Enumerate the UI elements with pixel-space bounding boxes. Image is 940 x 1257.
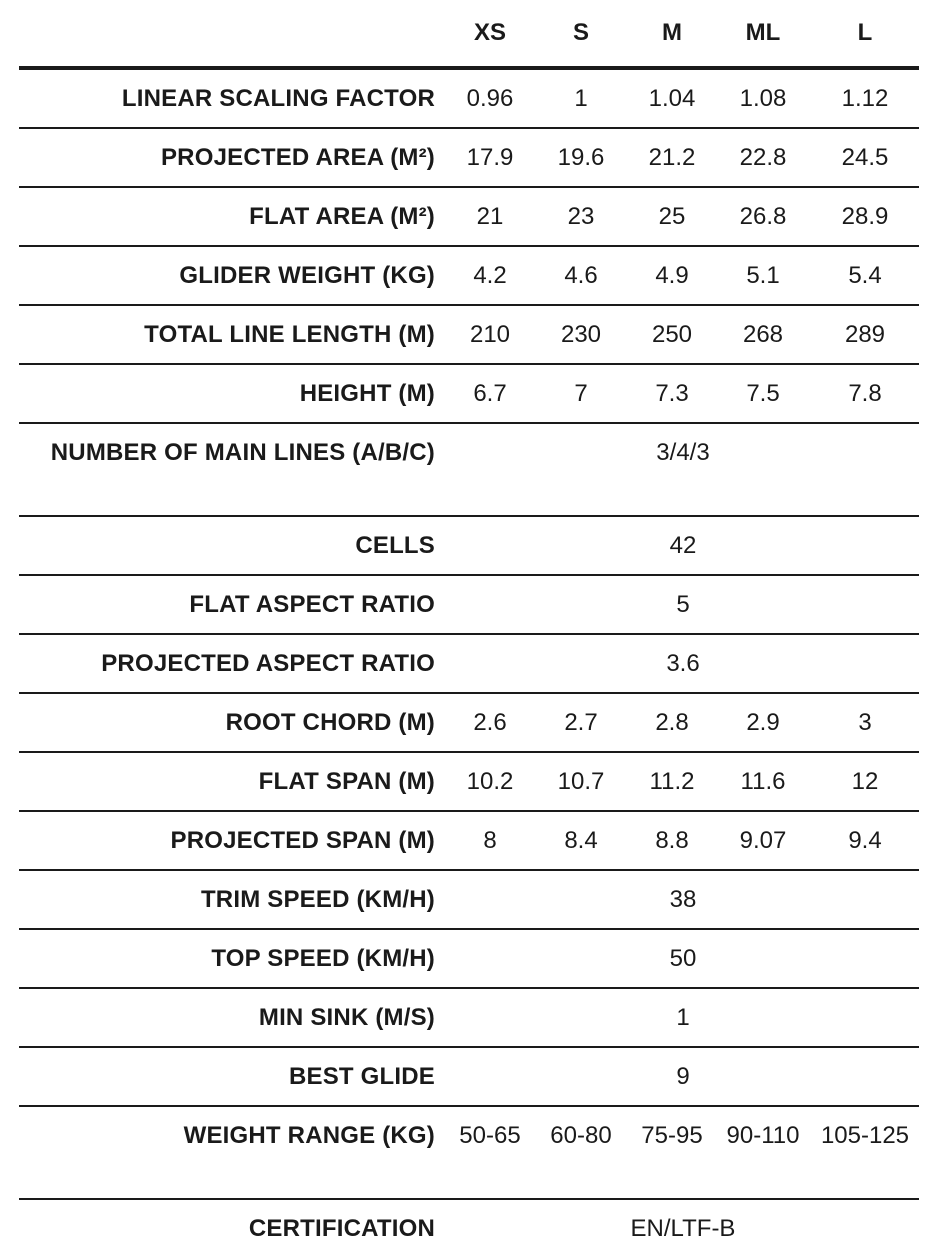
table-cell: 9.4: [811, 811, 919, 870]
table-cell: 11.6: [715, 752, 811, 811]
row-label: TRIM SPEED (KM/H): [19, 870, 447, 929]
table-cell: 4.2: [447, 246, 533, 305]
table-cell: 23: [533, 187, 629, 246]
table-row: [19, 1106, 919, 1199]
table-cell: 1: [533, 68, 629, 128]
table-row: [19, 1047, 919, 1106]
merged-cell: 50: [447, 929, 919, 988]
table-row: [19, 811, 919, 870]
header-corner: [19, 0, 447, 68]
row-label: FLAT ASPECT RATIO: [19, 575, 447, 634]
table-row: [19, 1199, 919, 1257]
table-row: [19, 752, 919, 811]
row-label: CERTIFICATION: [248, 1214, 435, 1242]
row-label: MIN SINK (M/S): [19, 988, 447, 1047]
table-cell: 105-125: [811, 1106, 919, 1199]
row-label: WEIGHT RANGE (KG): [19, 1106, 447, 1199]
size-header-ml: ML: [715, 0, 811, 68]
table-cell: 1.04: [629, 68, 715, 128]
table-cell: 10.7: [533, 752, 629, 811]
table-cell: 0.96: [447, 68, 533, 128]
merged-cell: 3/4/3: [447, 423, 919, 516]
table-cell: 8.8: [629, 811, 715, 870]
table-cell: 50-65: [447, 1106, 533, 1199]
table-cell: 1.08: [715, 68, 811, 128]
table-cell: 28.9: [811, 187, 919, 246]
merged-cell: 9: [447, 1047, 919, 1106]
table-cell: 25: [629, 187, 715, 246]
table-row: [19, 68, 919, 128]
row-label: HEIGHT (M): [19, 364, 447, 423]
table-row: [19, 929, 919, 988]
table-row: [19, 693, 919, 752]
table-row: [19, 364, 919, 423]
table-cell: 7: [533, 364, 629, 423]
header-row: [19, 0, 919, 68]
table-cell: 289: [811, 305, 919, 364]
table-row: [19, 988, 919, 1047]
table-cell: 90-110: [715, 1106, 811, 1199]
merged-cell: 42: [447, 516, 919, 575]
table-row: [19, 246, 919, 305]
merged-cell: 38: [447, 870, 919, 929]
table-cell: 17.9: [447, 128, 533, 187]
table-cell: 7.5: [715, 364, 811, 423]
table-cell: 9.07: [715, 811, 811, 870]
table-row: [19, 870, 919, 929]
table-cell: 7.8: [811, 364, 919, 423]
merged-cell: 5: [447, 575, 919, 634]
table-cell: 250: [629, 305, 715, 364]
size-header-l: L: [811, 0, 919, 68]
table-cell: 21.2: [629, 128, 715, 187]
table-cell: 1.12: [811, 68, 919, 128]
table-cell: 12: [811, 752, 919, 811]
table-row: [19, 575, 919, 634]
table-cell: 75-95: [629, 1106, 715, 1199]
table-cell: 230: [533, 305, 629, 364]
row-label: LINEAR SCALING FACTOR: [19, 68, 447, 128]
table-cell: 5.1: [715, 246, 811, 305]
table-cell: 10.2: [447, 752, 533, 811]
size-header-s: S: [533, 0, 629, 68]
table-row: [19, 128, 919, 187]
table-cell: 2.8: [629, 693, 715, 752]
table-cell: 268: [715, 305, 811, 364]
table-cell: 60-80: [533, 1106, 629, 1199]
table-cell: 26.8: [715, 187, 811, 246]
row-label: FLAT AREA (M²): [19, 187, 447, 246]
row-label: BEST GLIDE: [19, 1047, 447, 1106]
table-cell: 21: [447, 187, 533, 246]
table-cell: 6.7: [447, 364, 533, 423]
table-cell: 7.3: [629, 364, 715, 423]
table-cell: 2.7: [533, 693, 629, 752]
table-cell: 8: [447, 811, 533, 870]
table-cell: 24.5: [811, 128, 919, 187]
merged-cell: 3.6: [447, 634, 919, 693]
table-cell: 11.2: [629, 752, 715, 811]
row-label: NUMBER OF MAIN LINES (A/B/C): [19, 423, 447, 516]
row-label: TOTAL LINE LENGTH (M): [19, 305, 447, 364]
table-cell: 3: [811, 693, 919, 752]
table-cell: 2.6: [447, 693, 533, 752]
row-label: PROJECTED AREA (M²): [19, 128, 447, 187]
table-row: [19, 187, 919, 246]
table-cell: 4.9: [629, 246, 715, 305]
size-header-xs: XS: [447, 0, 533, 68]
table-cell: 8.4: [533, 811, 629, 870]
size-header-m: M: [629, 0, 715, 68]
table-row: [19, 423, 919, 516]
table-cell: 210: [447, 305, 533, 364]
row-label: CELLS: [19, 516, 447, 575]
table-cell: 5.4: [811, 246, 919, 305]
row-label: ROOT CHORD (M): [19, 693, 447, 752]
row-label: PROJECTED SPAN (M): [19, 811, 447, 870]
table-cell: 22.8: [715, 128, 811, 187]
merged-cell: 1: [447, 988, 919, 1047]
row-label: PROJECTED ASPECT RATIO: [19, 634, 447, 693]
spec-table: [19, 0, 919, 1257]
table-cell: 4.6: [533, 246, 629, 305]
table-cell: 2.9: [715, 693, 811, 752]
table-cell: 19.6: [533, 128, 629, 187]
merged-cell: EN/LTF-B: [630, 1214, 736, 1242]
table-row: [19, 305, 919, 364]
table-row: [19, 634, 919, 693]
table-row: [19, 516, 919, 575]
row-label: GLIDER WEIGHT (KG): [19, 246, 447, 305]
row-label: TOP SPEED (KM/H): [19, 929, 447, 988]
row-label: FLAT SPAN (M): [19, 752, 447, 811]
